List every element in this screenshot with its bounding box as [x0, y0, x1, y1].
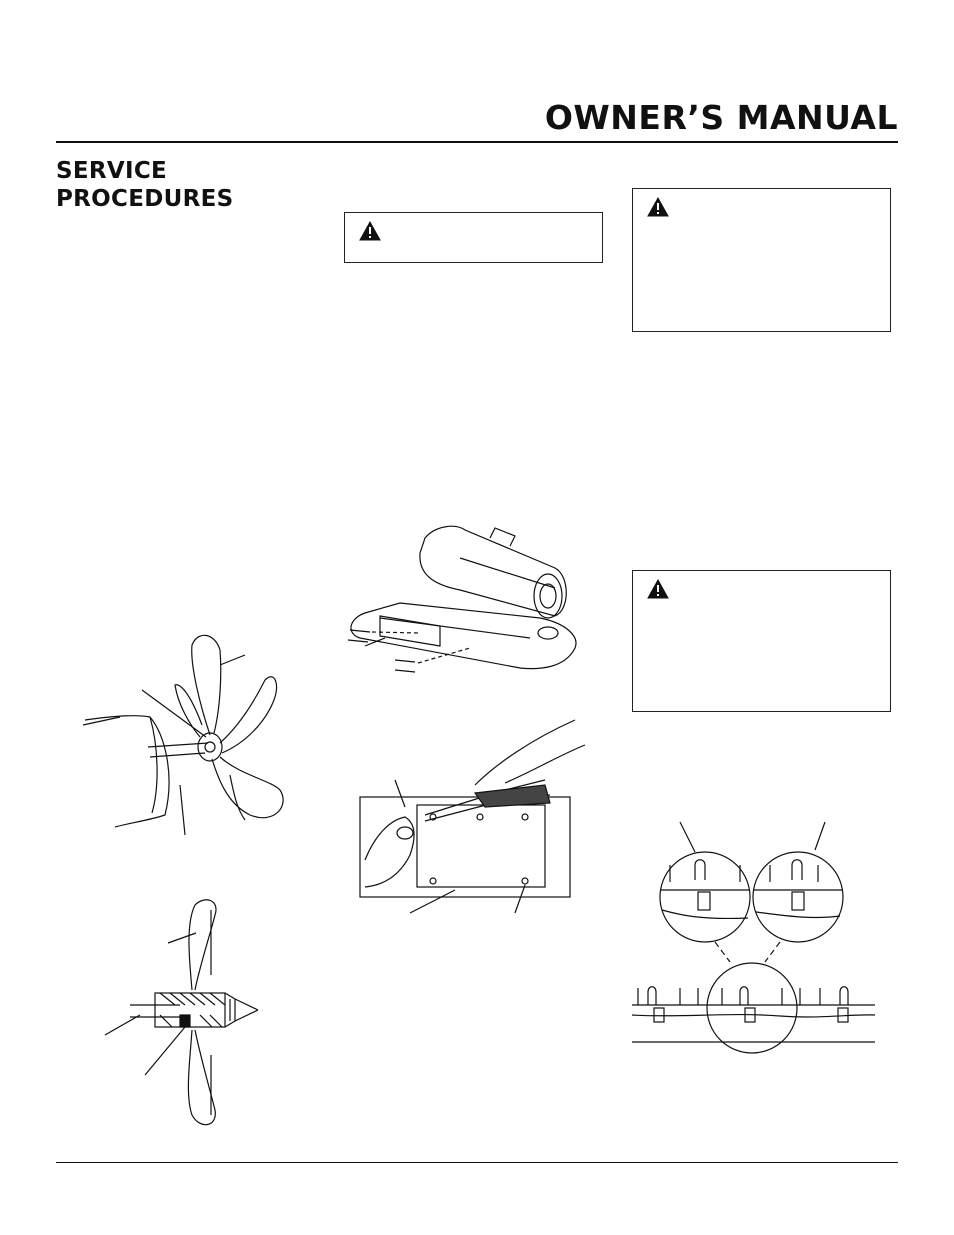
warning-box-right-top: [632, 188, 891, 332]
warning-box-middle: [344, 212, 603, 263]
pliers-filter-figure: [345, 715, 590, 920]
warning-box-right-bottom: [632, 570, 891, 712]
warning-triangle-icon: [647, 579, 669, 599]
warning-triangle-icon: [647, 197, 669, 217]
section-title-line2: PROCEDURES: [56, 186, 234, 212]
manual-title: OWNER’S MANUAL: [544, 98, 898, 137]
heater-panel-figure: [340, 518, 590, 683]
detail-magnifier-figure: [630, 820, 885, 1045]
section-title: [56, 157, 233, 213]
warning-triangle-icon: [359, 221, 381, 241]
footer-rule: [56, 1162, 898, 1163]
header-rule: [56, 141, 898, 143]
fan-blade-motor-figure: [80, 625, 310, 855]
section-title-line1: SERVICE: [56, 158, 168, 184]
fan-cross-section-figure: [100, 895, 270, 1135]
